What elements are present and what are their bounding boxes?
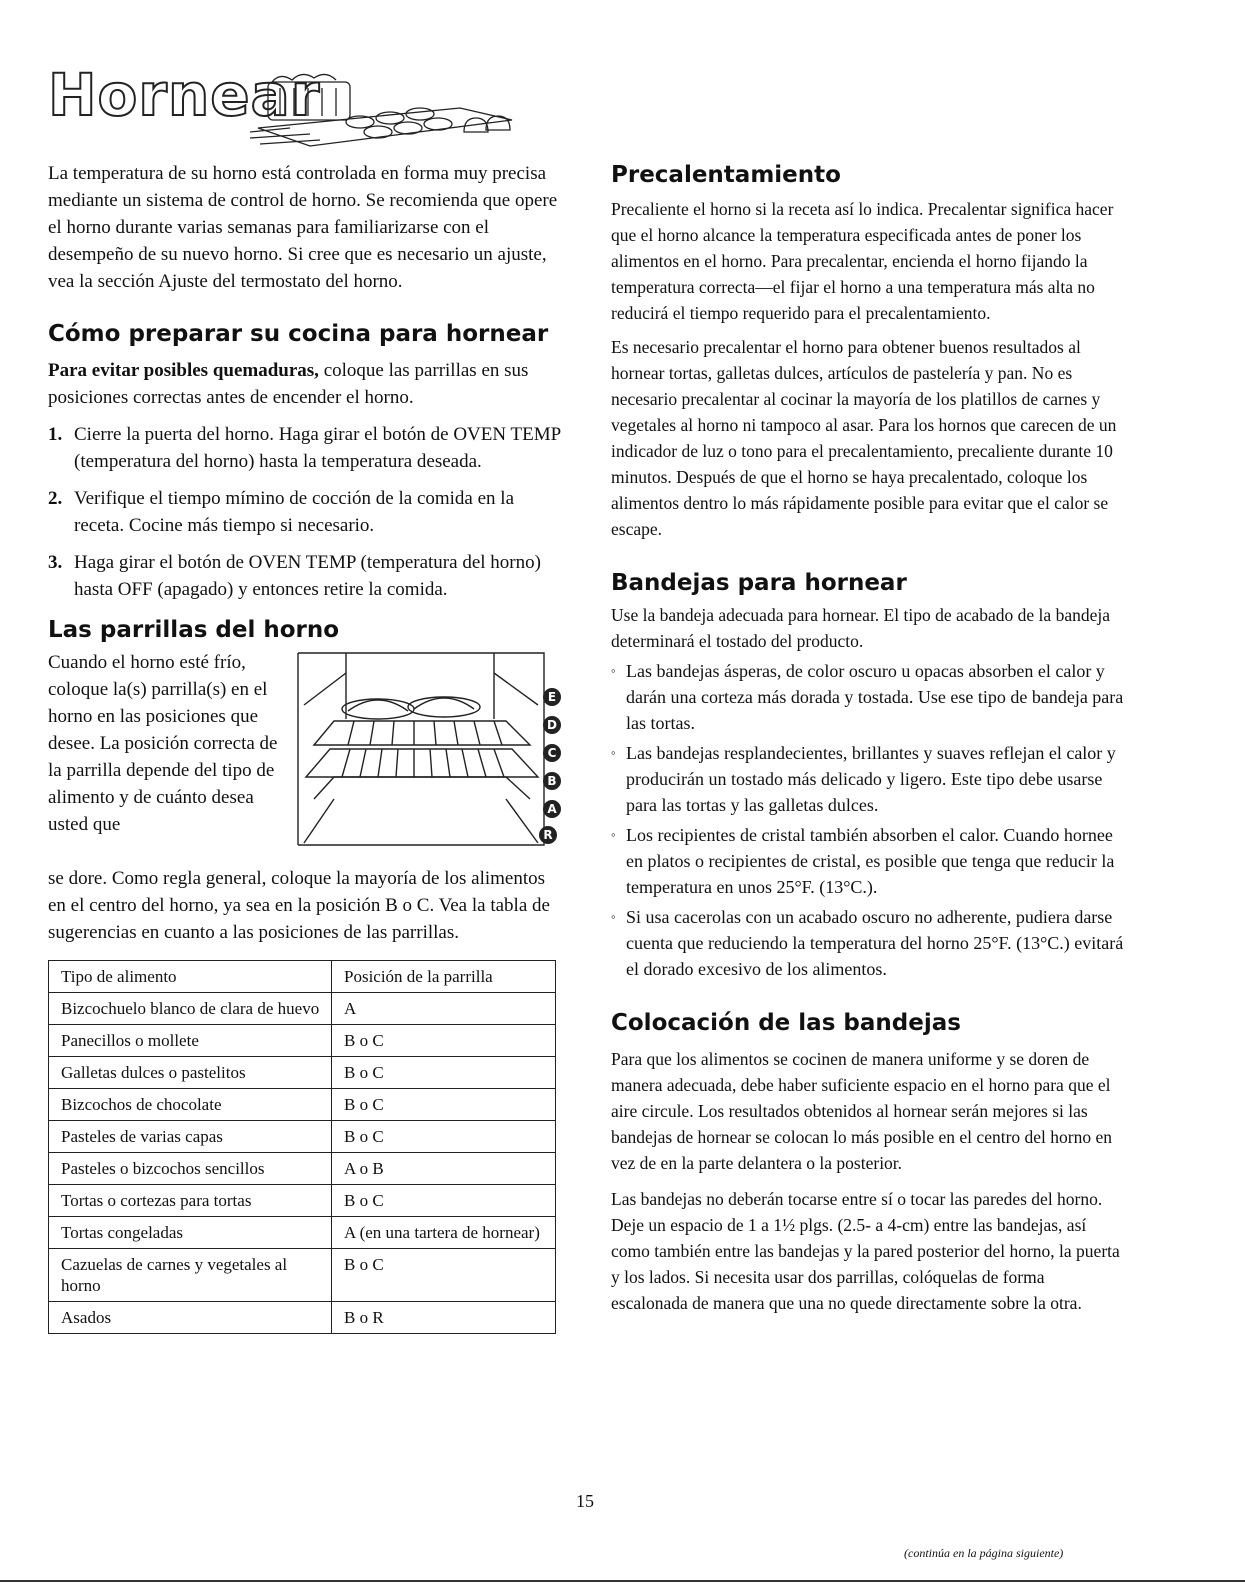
step-number: 3. — [48, 552, 63, 573]
table-cell: B o R — [332, 1302, 556, 1334]
table-cell: B o C — [332, 1249, 556, 1302]
table-cell: B o C — [332, 1089, 556, 1121]
rack-position-label: A — [547, 802, 557, 816]
table-row — [49, 1121, 556, 1153]
rack-position-label: C — [547, 746, 557, 760]
table-cell: Panecillos o mollete — [49, 1025, 332, 1057]
table-cell: A (en una tartera de hornear) — [332, 1217, 556, 1249]
racks-text-after: se dore. Como regla general, coloque la mayoría de los alimentos en el centro del horno, ya sea en la posición B o C. Vea la tabla de sugerencias en cuanto a las posiciones de las parrillas. — [48, 868, 550, 943]
prep-warning-bold: Para evitar posibles quemaduras, — [48, 360, 319, 381]
bottom-rule — [0, 1580, 1245, 1582]
prep-step — [48, 485, 564, 539]
step-text: Cierre la puerta del horno. Haga girar el botón de OVEN TEMP (temperatura del horno) hasta la temperatura deseada. — [74, 424, 561, 472]
bullet-item: ◦ Las bandejas ásperas, de color oscuro u opacas absorben el calor y darán una corteza más dorada y tostada. Use ese tipo de bandeja para las tortas. — [611, 658, 1125, 736]
table-row — [49, 1217, 556, 1249]
table-cell: B o C — [332, 1121, 556, 1153]
table-cell: A — [332, 993, 556, 1025]
racks-heading: Las parrillas del horno — [48, 617, 340, 643]
pans-intro: Use la bandeja adecuada para hornear. El tipo de acabado de la bandeja determinará el tostado del producto. — [611, 605, 1110, 651]
table-header-cell: Posición de la parrilla — [332, 961, 556, 993]
table-row — [49, 1185, 556, 1217]
table-cell: Bizcochos de chocolate — [49, 1089, 332, 1121]
racks-text-beside: Cuando el horno esté frío, coloque la(s) parrilla(s) en el horno en las posiciones que desee. La posición correcta de la parrilla depende del tipo de alimento y de cuánto desea usted que — [48, 652, 278, 835]
preheat-paragraph: Es necesario precalentar el horno para obtener buenos resultados al hornear tortas, galletas dulces, artículos de pastelería y pan. No es necesario precalentar al cocinar la mayoría de los platillos de carnes y vegetales al horno ni tampoco al asar. Para los hornos que carecen de un indicador de luz o tono para el precalentamiento, precaliente durante 10 minutos. Después de que el horno se haya precalentado, coloque los alimentos dentro lo más rápidamente posible para evitar que el calor se escape. — [611, 337, 1117, 539]
placement-paragraph: Las bandejas no deberán tocarse entre sí o tocar las paredes del horno. Deje un espacio de 1 a 1½ plgs. (2.5- a 4-cm) entre las bandejas, así como también entre las bandejas y la pared posterior del horno, la puerta y los lados. Si necesita usar dos parrillas, colóquelas de forma escalonada de manera que una no quede directamente sobre la otra. — [611, 1189, 1120, 1313]
bullet-item: ◦ Las bandejas resplandecientes, brillantes y suaves reflejan el calor y producirán un tostado más delicado y ligero. Este tipo debe usarse para las tortas y las galletas dulces. — [611, 740, 1125, 818]
bullet-item: ◦ Si usa cacerolas con un acabado oscuro no adherente, pudiera darse cuenta que reduciendo la temperatura del horno 25°F. (13°C.) evitará el dorado excesivo de los alimentos. — [611, 904, 1125, 982]
table-cell: Asados — [49, 1302, 332, 1334]
rack-position-table — [48, 960, 556, 1334]
table-cell: Pasteles de varias capas — [49, 1121, 332, 1153]
baking-pans-illustration — [250, 72, 520, 154]
bullet-item: ◦ Los recipientes de cristal también absorben el calor. Cuando hornee en platos o recipientes de cristal, es posible que tenga que reducir la temperatura en unos 25°F. (13°C.). — [611, 822, 1125, 900]
table-cell: Tortas congeladas — [49, 1217, 332, 1249]
step-number: 1. — [48, 424, 63, 445]
table-header-cell: Tipo de alimento — [49, 961, 332, 993]
prep-step — [48, 421, 564, 475]
table-row — [49, 1025, 556, 1057]
rack-position-label: R — [543, 828, 553, 842]
page-title: Hornear — [48, 61, 321, 129]
prep-heading: Cómo preparar su cocina para hornear — [48, 321, 549, 347]
table-cell: A o B — [332, 1153, 556, 1185]
step-text: Verifique el tiempo mímino de cocción de la comida en la receta. Cocine más tiempo si necesario. — [74, 488, 515, 536]
intro-paragraph: La temperatura de su horno está controlada en forma muy precisa mediante un sistema de control de horno. Se recomienda que opere el horno durante varias semanas para familiarizarse con el desempeño de su nuevo horno. Si cree que es necesario un ajuste, vea la sección Ajuste del termostato del horno. — [48, 163, 558, 292]
rack-position-label: D — [547, 718, 557, 732]
table-header-row — [49, 961, 556, 993]
step-text: Haga girar el botón de OVEN TEMP (temperatura del horno) hasta OFF (apagado) y entonces retire la comida. — [74, 552, 541, 600]
table-cell: Bizcochuelo blanco de clara de huevo — [49, 993, 332, 1025]
page-number: 15 — [576, 1491, 594, 1511]
table-cell: Pasteles o bizcochos sencillos — [49, 1153, 332, 1185]
prep-warning — [48, 357, 564, 411]
table-row — [49, 1089, 556, 1121]
prep-step — [48, 549, 564, 603]
continued-note: (continúa en la página siguiente) — [904, 1546, 1064, 1560]
preheat-paragraph: Precaliente el horno si la receta así lo indica. Precalentar significa hacer que el horno alcance la temperatura especificada antes de poner los alimentos en el horno. Para precalentar, encienda el horno fijando la temperatura correcta—el fijar el horno a una temperatura más alta no reducirá el tiempo requerido para el precalentamiento. — [611, 199, 1114, 323]
oven-rack-diagram — [294, 649, 564, 863]
prep-warning-rest: coloque las parrillas en sus posiciones correctas antes de encender el horno. — [48, 360, 529, 408]
left-column — [48, 160, 564, 1334]
table-cell: Galletas dulces o pastelitos — [49, 1057, 332, 1089]
preheat-heading: Precalentamiento — [611, 162, 841, 188]
table-cell: Tortas o cortezas para tortas — [49, 1185, 332, 1217]
table-cell: B o C — [332, 1025, 556, 1057]
right-column — [611, 160, 1125, 1316]
table-row — [49, 1249, 556, 1302]
racks-figure-block — [48, 649, 564, 865]
table-cell: B o C — [332, 1185, 556, 1217]
table-cell: B o C — [332, 1057, 556, 1089]
table-row — [49, 1302, 556, 1334]
placement-heading: Colocación de las bandejas — [611, 1010, 961, 1036]
table-row — [49, 1057, 556, 1089]
table-cell: Cazuelas de carnes y vegetales al horno — [49, 1249, 332, 1302]
table-row — [49, 993, 556, 1025]
placement-paragraph: Para que los alimentos se cocinen de manera uniforme y se doren de manera adecuada, debe haber suficiente espacio en el horno para que el aire circule. Los resultados obtenidos al hornear serán mejores si las bandejas de hornear se colocan lo más posible en el centro del horno en vez de en la parte delantera o la posterior. — [611, 1049, 1112, 1173]
rack-position-label: E — [547, 690, 557, 704]
table-row — [49, 1153, 556, 1185]
step-number: 2. — [48, 488, 63, 509]
prep-steps — [48, 421, 564, 603]
pans-bullets — [611, 658, 1125, 982]
rack-position-label: B — [547, 774, 557, 788]
pans-heading: Bandejas para hornear — [611, 570, 907, 596]
